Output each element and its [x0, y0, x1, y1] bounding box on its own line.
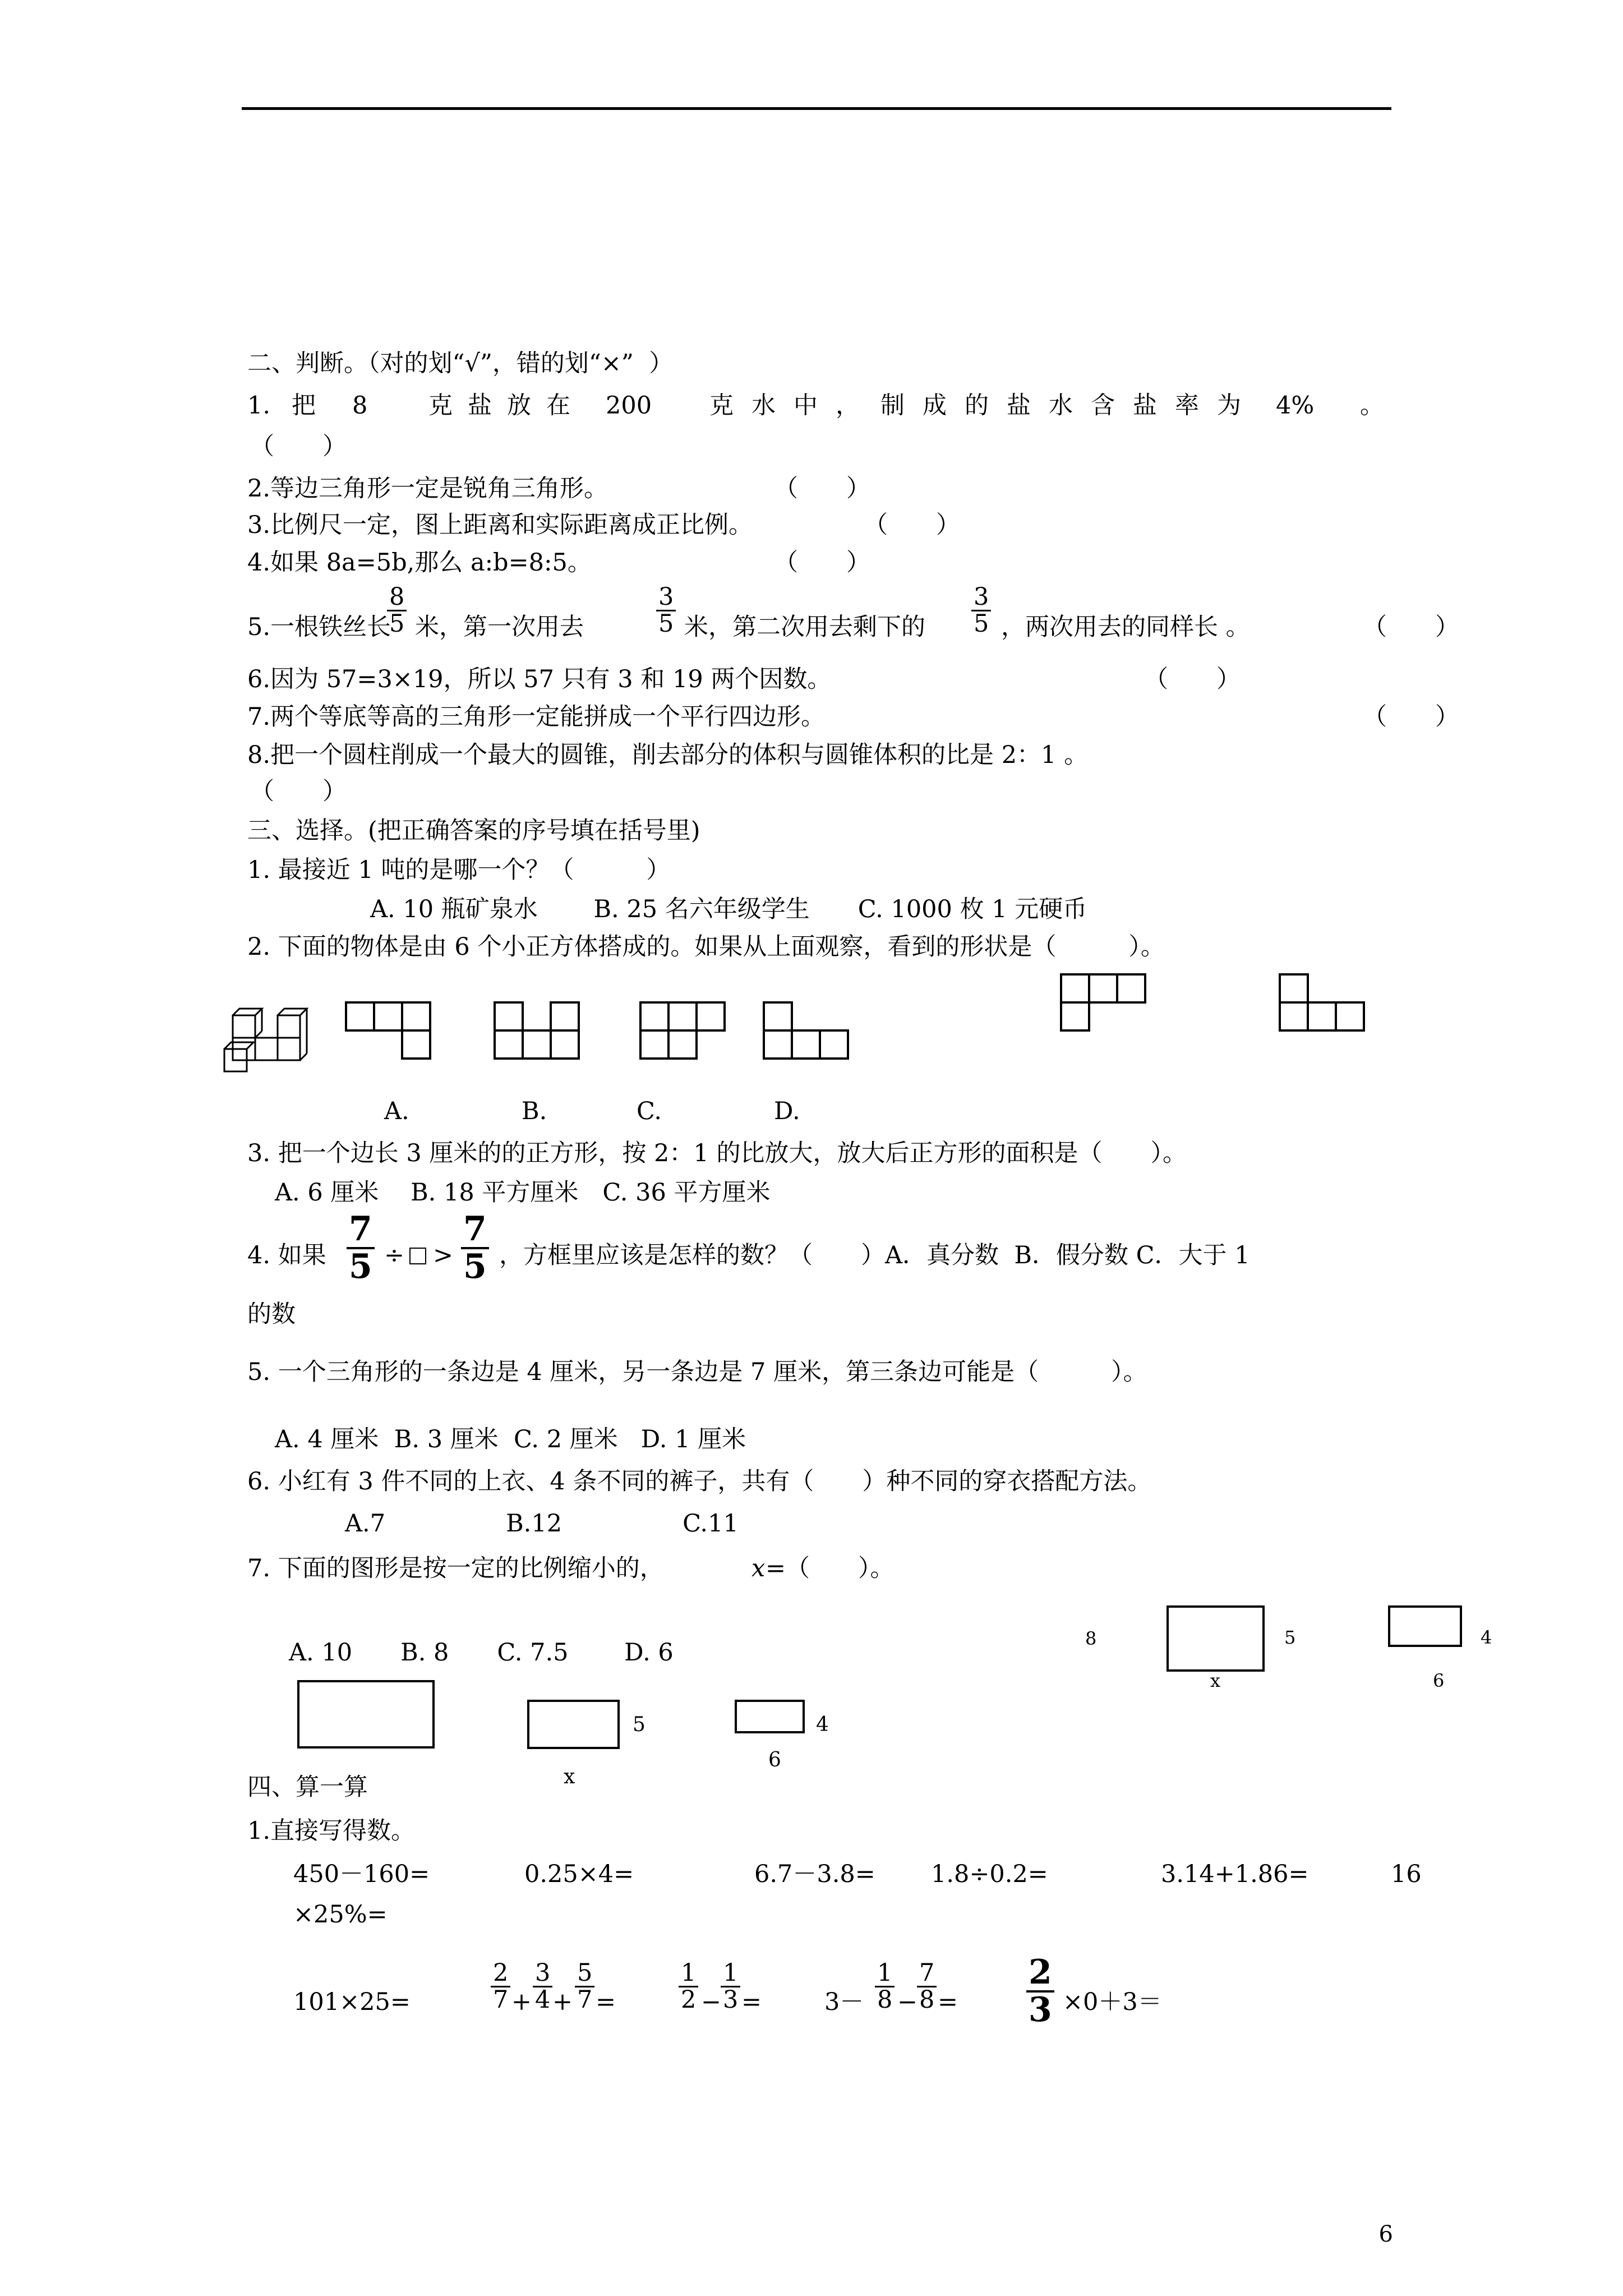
section2-title: 二、判断。（对的划“√”，错的划“×” ） — [247, 349, 674, 378]
fraction: $\frac{1}{8}$ — [875, 1961, 895, 2013]
cube-stack-figure — [222, 1004, 322, 1077]
s3-q1: 1. 最接近 1 吨的是哪一个？（ ） — [247, 856, 671, 884]
rectangle-figure — [297, 1680, 435, 1749]
option-a-label: A. — [384, 1097, 409, 1125]
s2-q6: 6.因为 57=3×19，所以 57 只有 3 和 19 两个因数。 — [247, 665, 832, 693]
label-6: 6 — [1433, 1670, 1445, 1691]
label-8: 8 — [1085, 1628, 1097, 1649]
label-x: x — [564, 1765, 575, 1788]
s3-q3: 3. 把一个边长 3 厘米的的正方形，按 2：1 的比放大，放大后正方形的面积是（ ）。 — [247, 1139, 1187, 1167]
fraction: $\frac{5}{7}$ — [575, 1961, 594, 2013]
s3-q6-options: A.7 B.12 C.11 — [345, 1510, 739, 1538]
page-number: 6 — [1378, 2221, 1393, 2247]
answer-box — [409, 1248, 426, 1264]
s2-q3: 3.比例尺一定，图上距离和实际距离成正比例。 — [247, 511, 753, 539]
fraction: $\frac{3}{4}$ — [533, 1961, 552, 2013]
fraction: $\frac{7}{5}$ — [461, 1212, 489, 1285]
section4-title: 四、算一算 — [247, 1773, 368, 1801]
fraction: $\frac{3}{5}$ — [656, 585, 676, 637]
fraction: $\frac{3}{5}$ — [971, 585, 991, 637]
header-rule — [242, 107, 1391, 110]
option-b-label: B. — [522, 1097, 547, 1125]
option-d-label: D. — [774, 1097, 800, 1125]
section3-title: 三、选择。(把正确答案的序号填在括号里) — [247, 817, 700, 845]
s2-q2: 2.等边三角形一定是锐角三角形。 — [247, 475, 608, 503]
s2-q7-bracket: （ ） — [1363, 703, 1459, 731]
option-d-shape — [763, 1001, 864, 1069]
option-a-shape — [345, 1001, 440, 1069]
extra-shape-1 — [1060, 973, 1161, 1041]
extra-shape-2 — [1279, 973, 1380, 1041]
s2-q8-bracket: （ ） — [250, 777, 347, 806]
label-5: 5 — [1284, 1627, 1296, 1648]
s3-q5: 5. 一个三角形的一条边是 4 厘米，另一条边是 7 厘米，第三条边可能是（ ）。 — [247, 1358, 1147, 1386]
fraction: $\frac{1}{2}$ — [679, 1961, 698, 2013]
fraction: $\frac{7}{5}$ — [347, 1212, 375, 1285]
s3-q5-options: A. 4 厘米 B. 3 厘米 C. 2 厘米 D. 1 厘米 — [275, 1425, 746, 1453]
s3-q7-options: A. 10 B. 8 C. 7.5 D. 6 — [289, 1639, 674, 1667]
s2-q3-bracket: （ ） — [864, 511, 960, 539]
s2-q8: 8.把一个圆柱削成一个最大的圆锥，削去部分的体积与圆锥体积的比是 2：1 。 — [247, 741, 1089, 769]
label-4: 4 — [1481, 1627, 1492, 1648]
s3-q6: 6. 小红有 3 件不同的上衣、4 条不同的裤子，共有（ ）种不同的穿衣搭配方法。 — [247, 1467, 1152, 1496]
s2-q7: 7.两个等底等高的三角形一定能拼成一个平行四边形。 — [247, 703, 826, 731]
fraction: $\frac{1}{3}$ — [721, 1961, 740, 2013]
option-c-shape — [639, 1001, 735, 1069]
rectangle-figure — [527, 1700, 620, 1749]
fraction: $\frac{7}{8}$ — [917, 1961, 937, 2013]
label-4: 4 — [816, 1713, 829, 1736]
s3-q2: 2. 下面的物体是由 6 个小正方体搭成的。如果从上面观察，看到的形状是（ ）。 — [247, 933, 1165, 961]
rectangle-figure — [1388, 1605, 1462, 1647]
option-c-label: C. — [637, 1097, 662, 1125]
rectangle-figure — [1166, 1605, 1265, 1672]
s2-q4-bracket: （ ） — [774, 549, 870, 577]
s2-q6-bracket: （ ） — [1144, 665, 1241, 693]
label-5: 5 — [633, 1713, 645, 1736]
fraction: $\frac{2}{3}$ — [1026, 1955, 1054, 2028]
s3-q1-options: A. 10 瓶矿泉水 B. 25 名六年级学生 C. 1000 枚 1 元硬币 — [370, 895, 1087, 923]
label-x: x — [1210, 1670, 1221, 1691]
option-b-shape — [494, 1001, 589, 1069]
label-6: 6 — [768, 1749, 781, 1772]
s2-q2-bracket: （ ） — [774, 475, 870, 503]
rectangle-figure — [735, 1700, 805, 1733]
s2-q4: 4.如果 8a=5b,那么 a:b=8:5。 — [247, 549, 592, 577]
fraction: $\frac{2}{7}$ — [491, 1961, 510, 2013]
s4-sub1: 1.直接写得数。 — [247, 1817, 416, 1845]
s3-q3-options: A. 6 厘米 B. 18 平方厘米 C. 36 平方厘米 — [275, 1179, 771, 1207]
fraction: $\frac{8}{5}$ — [387, 585, 407, 637]
